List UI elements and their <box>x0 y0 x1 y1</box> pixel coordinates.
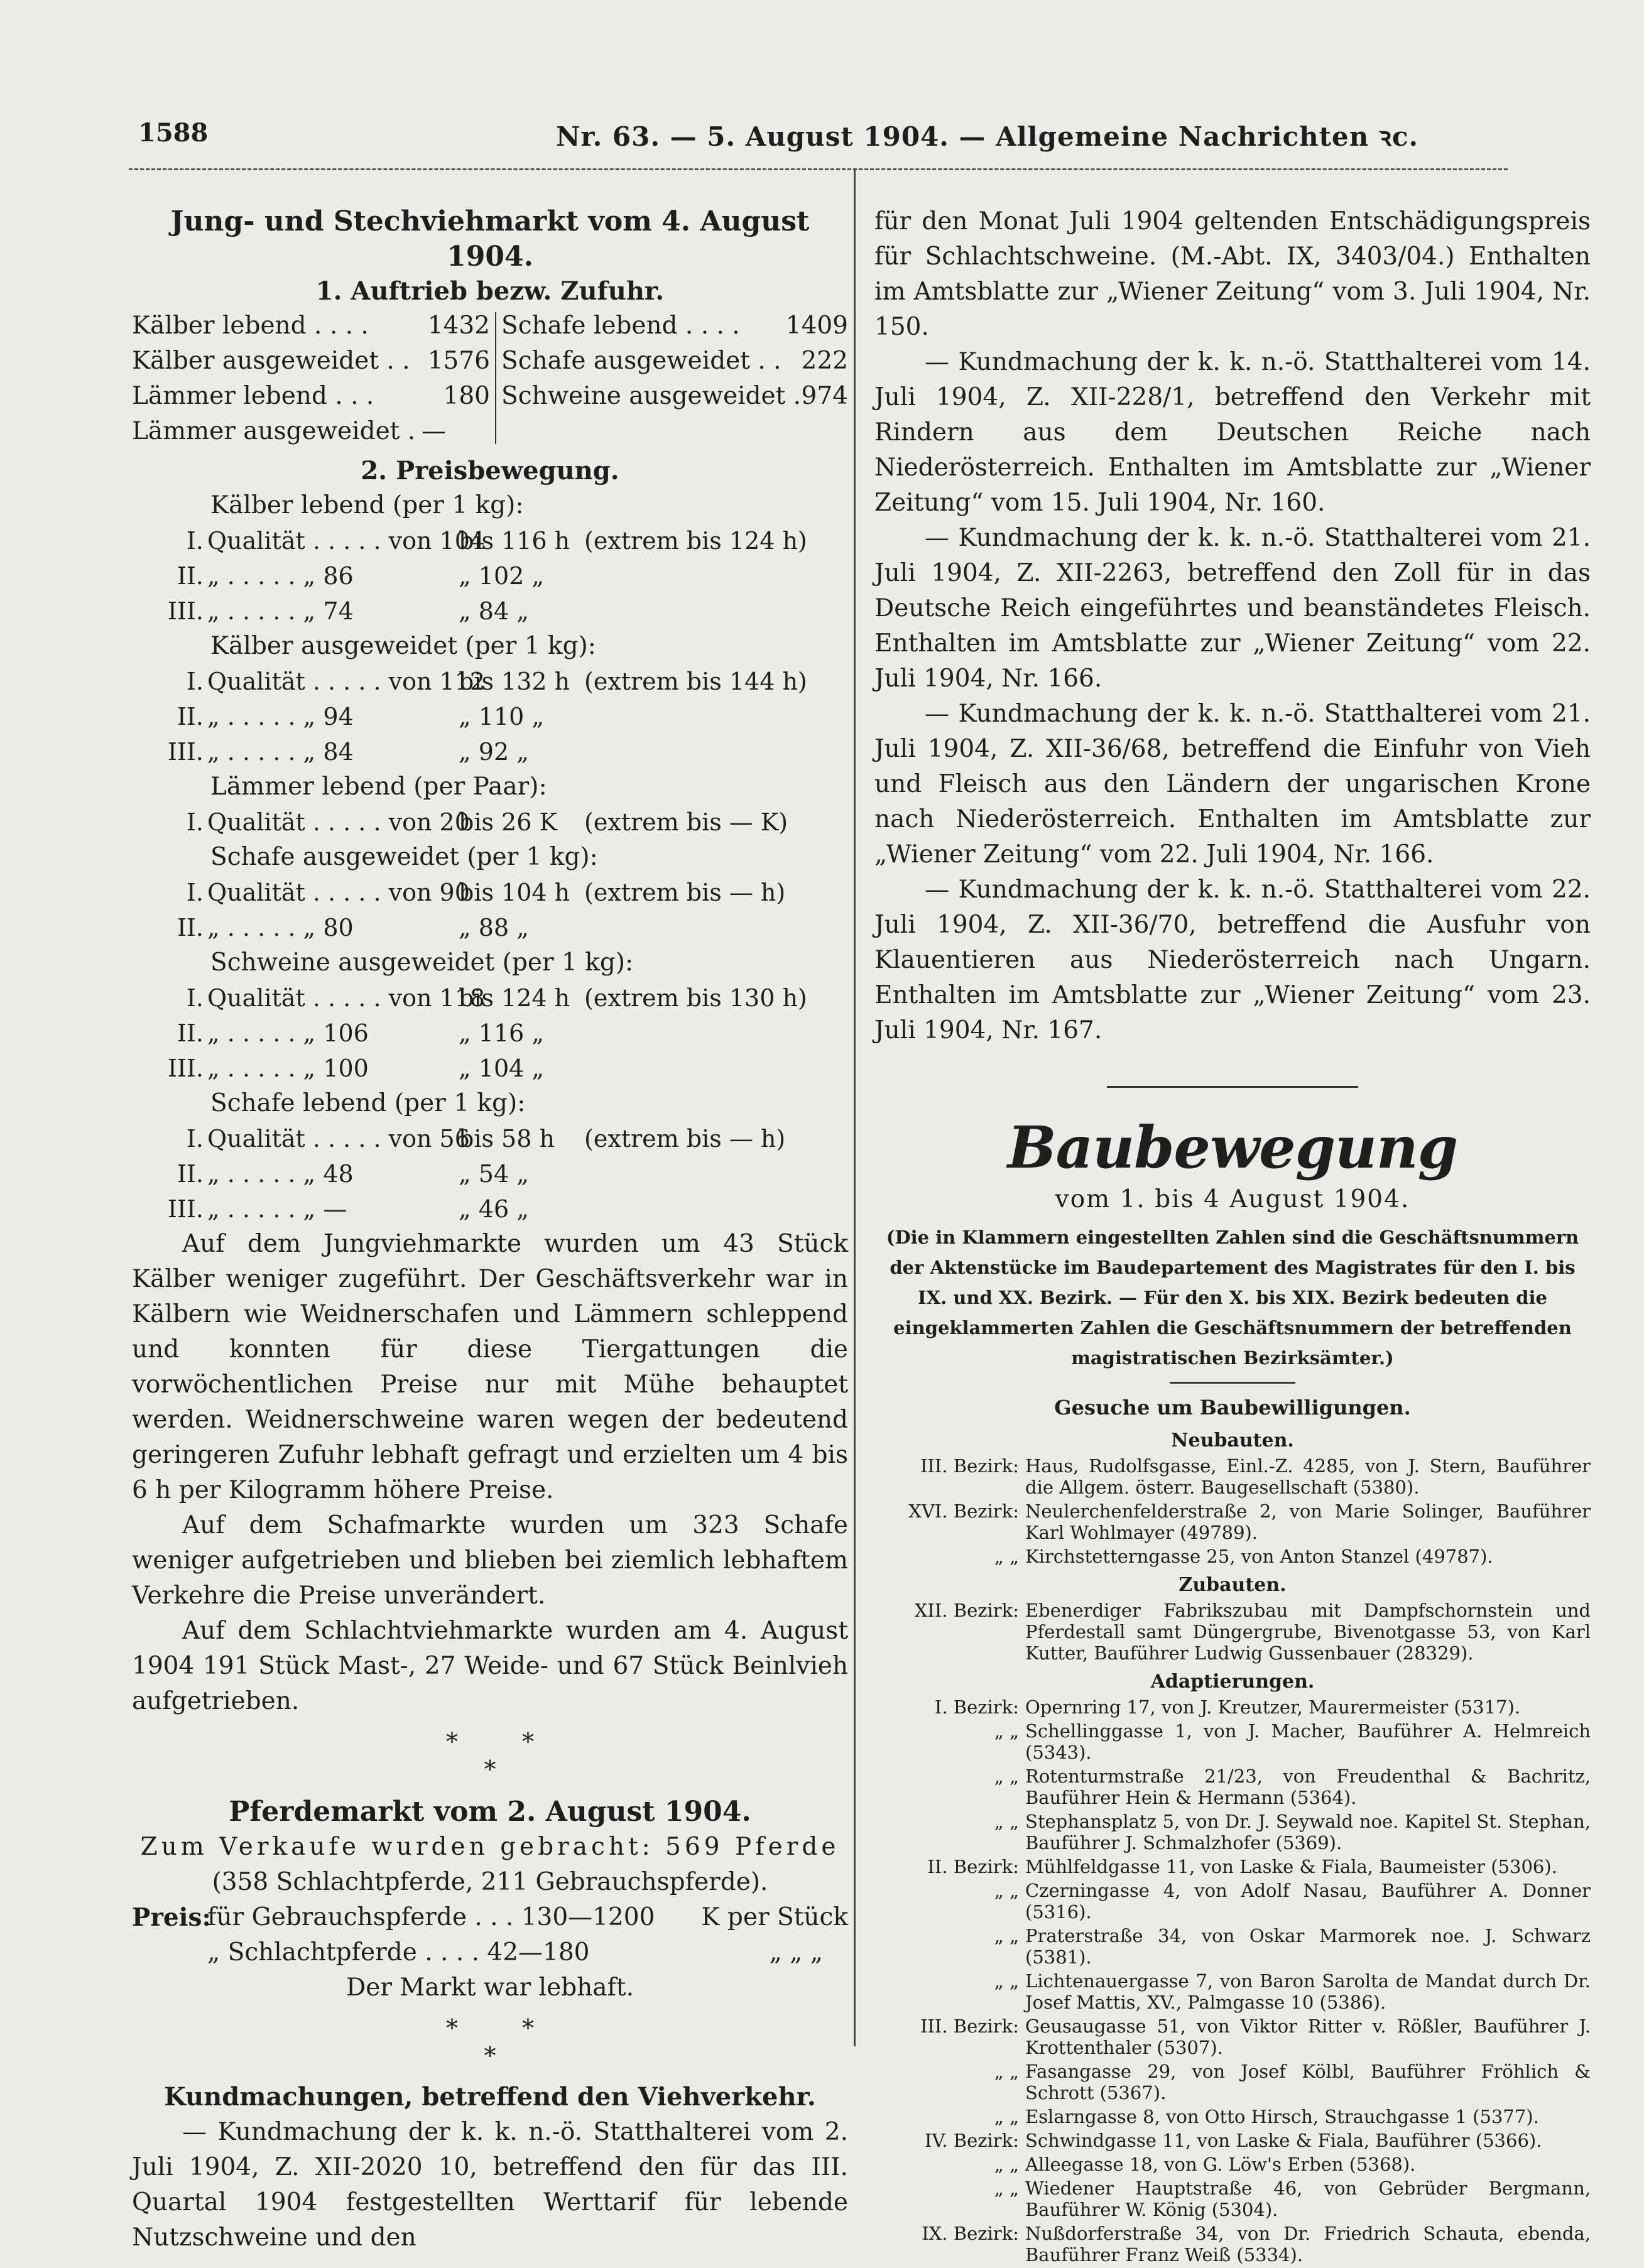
table-divider <box>495 312 496 444</box>
permit-entry: „ „ Alleegasse 18, von G. Löw's Erben (5368). <box>994 2154 1416 2175</box>
price-row: II. „ . . . . . „ 86 „ 102 „ <box>177 562 545 590</box>
price-group-title: Kälber lebend (per 1 kg): <box>210 491 524 519</box>
price-row: II. „ . . . . . „ 48 „ 54 „ <box>177 1160 529 1188</box>
permit-entry: „ „ Schellinggasse 1, von J. Macher, Bauführer A. Helmreich (5343). <box>994 1720 1591 1763</box>
section-rule <box>1170 1382 1295 1384</box>
permit-entry: „ „ Stephansplatz 5, von Dr. J. Seywald noe. Kapitel St. Stephan, Bauführer J. Schmalzhofer (5369). <box>994 1811 1591 1853</box>
price-row: II. „ . . . . . „ 94 „ 110 „ <box>177 703 545 730</box>
horse-title: Pferdemarkt vom 2. August 1904. <box>229 1796 751 1828</box>
paragraph: — Kundmachung der k. k. n.-ö. Statthalterei vom 21. Juli 1904, Z. XII-36/68, betreffend die Einfuhr von Vieh und Fleisch aus den Ländern der ungarischen Krone nach Niederösterreich. Enthalten im Amtsblatte zur „Wiener Zeitung“ vom 22. Juli 1904, Nr. 166. <box>874 700 1591 869</box>
adaptierungen-list <box>874 1696 1591 2265</box>
neubauten-heading: Neubauten. <box>1171 1430 1294 1451</box>
supply-left <box>132 308 490 449</box>
horse-line: Zum Verkaufe wurden gebracht: 569 Pferde <box>140 1833 840 1861</box>
zubauten-heading: Zubauten. <box>1179 1574 1287 1596</box>
permit-entry: „ „ Lichtenauergasse 7, von Baron Sarolta de Mandat durch Dr. Josef Mattis, XV., Palmgasse 10 (5386). <box>994 1970 1591 2013</box>
column-rule <box>854 168 856 2046</box>
permit-entry: IX. Bezirk: Nußdorferstraße 34, von Dr. Friedrich Schauta, ebenda, Bauführer Franz Weiß (5334). <box>922 2223 1591 2265</box>
price-row: III. „ . . . . . „ — „ 46 „ <box>167 1195 529 1223</box>
gesuche-heading: Gesuche um Baubewilligungen. <box>1054 1396 1411 1419</box>
price-heading: 2. Preisbewegung. <box>361 456 619 486</box>
permit-entry: III. Bezirk: Haus, Rudolfsgasse, Einl.-Z. 4285, von J. Stern, Bauführer die Allgem. österr. Baugesellschaft (5380). <box>920 1455 1591 1498</box>
supply-heading: 1. Auftrieb bezw. Zufuhr. <box>315 276 665 306</box>
page-number: 1588 <box>138 118 209 148</box>
supply-row: Kälber lebend . . . . 1432 <box>132 312 490 340</box>
permit-entry: II. Bezirk: Mühlfeldgasse 11, von Laske & Fiala, Baumeister (5306). <box>927 1856 1557 1877</box>
horse-line: (358 Schlachtpferde, 211 Gebrauchspferde). <box>212 1868 768 1896</box>
price-group-title: Kälber ausgeweidet (per 1 kg): <box>210 632 596 660</box>
header-rule <box>129 168 1508 170</box>
section-rule <box>1107 1086 1358 1088</box>
price-row: III. „ . . . . . „ 84 „ 92 „ <box>167 738 529 766</box>
permit-entry: „ „ Fasangasse 29, von Josef Kölbl, Bauführer Fröhlich & Schrott (5367). <box>994 2061 1591 2103</box>
permit-entry: „ „ Praterstraße 34, von Oskar Marmorek noe. J. Schwarz (5381). <box>994 1925 1591 1968</box>
permit-entry: XVI. Bezirk: Neulerchenfelderstraße 2, von Marie Solinger, Bauführer Karl Wohlmayer (49789). <box>908 1500 1591 1543</box>
supply-row: Kälber ausgeweidet . . 1576 <box>132 347 490 375</box>
supply-row: Schafe lebend . . . . 1409 <box>501 312 848 340</box>
permit-entry: „ „ Rotenturmstraße 21/23, von Freudenthal & Bachritz, Bauführer Hein & Hermann (5364). <box>994 1766 1591 1808</box>
supply-row: Schafe ausgeweidet . . 222 <box>501 347 848 375</box>
permit-entry: XII. Bezirk: Ebenerdiger Fabrikszubau mit Dampfschornstein und Pferdestall samt Düngergrube, Bivenotgasse 53, von Karl Kutter, Bauführer Ludwig Gussenbauer (28329). <box>914 1600 1591 1664</box>
permit-entry: „ „ Eslarngasse 8, von Otto Hirsch, Strauchgasse 1 (5377). <box>994 2106 1539 2127</box>
separator-stars: * * * <box>445 1728 535 1783</box>
kund-title: Kundmachungen, betreffend den Viehverkehr. <box>164 2082 816 2112</box>
adaptierungen-heading: Adaptierungen. <box>1150 1671 1315 1693</box>
price-row: II. „ . . . . . „ 80 „ 88 „ <box>177 914 529 941</box>
price-row: I. Qualität . . . . . von 56 bis 58 h (extrem bis — h) <box>186 1125 786 1153</box>
baubewegung-title: Baubewegung <box>1007 1114 1458 1181</box>
price-group-title: Schafe ausgeweidet (per 1 kg): <box>210 843 598 871</box>
zubauten-list <box>874 1600 1591 1664</box>
page-header <box>129 118 1511 156</box>
paragraph: Auf dem Jungviehmarkte wurden um 43 Stück Kälber weniger zugeführt. Der Geschäftsverkehr war in Kälbern wie Weidnerschafen und Lämmern schleppend und konnten für diese Tiergattungen die vorwöchentlichen Preise nur mit Mühe behauptet werden. Weidnerschweine waren wegen der bedeutend geringeren Zufuhr lebhaft gefragt und erzielten um 4 bis 6 h per Kilogramm höhere Preise. <box>132 1230 848 1504</box>
price-row: I. Qualität . . . . . von 104 bis 116 h (extrem bis 124 h) <box>186 527 807 555</box>
price-row: III. „ . . . . . „ 100 „ 104 „ <box>167 1055 545 1082</box>
supply-row: Lämmer lebend . . . 180 <box>132 382 490 410</box>
paragraph: — Kundmachung der k. k. n.-ö. Statthalterei vom 14. Juli 1904, Z. XII-228/1, betreffend den Verkehr mit Rindern aus dem Deutschen Reiche nach Niederösterreich. Enthalten im Amtsblatte zur „Wiener Zeitung“ vom 15. Juli 1904, Nr. 160. <box>874 348 1591 517</box>
supply-row: Schweine ausgeweidet . 974 <box>501 382 848 410</box>
neubauten-list <box>874 1455 1591 1567</box>
running-title: Nr. 63. — 5. August 1904. — Allgemeine Nachrichten ꝛc. <box>556 121 1419 152</box>
paragraph: für den Monat Juli 1904 geltenden Entschädigungspreis für Schlachtschweine. (M.-Abt. IX, 3403/04.) Enthalten im Amtsblatte zur „Wiener Zeitung“ vom 3. Juli 1904, Nr. 150. <box>874 207 1591 341</box>
permit-entry: „ „ Wiedener Hauptstraße 46, von Gebrüder Bergmann, Bauführer W. König (5304). <box>994 2178 1591 2220</box>
supply-right <box>501 308 848 414</box>
market-title: Jung- und Stechviehmarkt vom 4. August 1904. <box>170 205 810 273</box>
price-groups <box>151 488 848 1227</box>
permit-entry: I. Bezirk: Opernring 17, von J. Kreutzer, Maurermeister (5317). <box>934 1696 1521 1718</box>
paragraph: — Kundmachung der k. k. n.-ö. Statthalterei vom 22. Juli 1904, Z. XII-36/70, betreffend die Ausfuhr von Klauentieren aus Niederösterreich nach Ungarn. Enthalten im Amtsblatte zur „Wiener Zeitung“ vom 23. Juli 1904, Nr. 167. <box>874 876 1591 1044</box>
right-column <box>874 204 1591 2268</box>
paragraph: Auf dem Schafmarkte wurden um 323 Schafe weniger aufgetrieben und blieben bei ziemlich lebhaftem Verkehre die Preise unverändert. <box>132 1511 848 1610</box>
left-column <box>132 204 848 2255</box>
price-group-title: Schafe lebend (per 1 kg): <box>210 1089 526 1117</box>
price-row: I. Qualität . . . . . von 90 bis 104 h (extrem bis — h) <box>186 879 786 906</box>
paragraph: — Kundmachung der k. k. n.-ö. Statthalterei vom 2. Juli 1904, Z. XII-2020 10, betreffend den für das III. Quartal 1904 festgestellten Werttarif für lebende Nutzschweine und den <box>132 2118 848 2252</box>
price-row: I. Qualität . . . . . von 118 bis 124 h (extrem bis 130 h) <box>186 984 807 1012</box>
permit-entry: „ „ Czerningasse 4, von Adolf Nasau, Bauführer A. Donner (5316). <box>994 1880 1591 1923</box>
permit-entry: „ „ Kirchstetterngasse 25, von Anton Stanzel (49787). <box>994 1546 1493 1567</box>
market-note: Der Markt war lebhaft. <box>346 1973 634 2002</box>
supply-table <box>132 308 848 449</box>
price-row: I. Qualität . . . . . von 112 bis 132 h (extrem bis 144 h) <box>186 668 807 695</box>
baubewegung-note: (Die in Klammern eingestellten Zahlen sind die Geschäftsnummern der Aktenstücke im Baudepartement des Magistrates für den I. bis IX. und XX. Bezirk. — Für den X. bis XIX. Bezirk bedeuten die eingeklammerten Zahlen die Geschäftsnummern der betreffenden magistratischen Bezirksämter.) <box>886 1227 1579 1369</box>
price-row: II. „ . . . . . „ 106 „ 116 „ <box>177 1019 545 1047</box>
permit-entry: IV. Bezirk: Schwindgasse 11, von Laske & Fiala, Bauführer (5366). <box>925 2130 1542 2151</box>
price-group-title: Lämmer lebend (per Paar): <box>210 773 547 801</box>
price-group-title: Schweine ausgeweidet (per 1 kg): <box>210 948 634 977</box>
permit-entry: III. Bezirk: Geusaugasse 51, von Viktor Ritter v. Rößler, Bauführer J. Krottenthaler (5307). <box>920 2016 1591 2058</box>
supply-row: Lämmer ausgeweidet . — <box>132 417 446 445</box>
paragraph: Auf dem Schlachtviehmarkte wurden am 4. August 1904 191 Stück Mast-, 27 Weide- und 67 Stück Beinlvieh aufgetrieben. <box>132 1617 848 1715</box>
separator-stars: * * * <box>445 2014 535 2070</box>
price-row: I. Qualität . . . . . von 20 bis 26 K (extrem bis — K) <box>186 808 788 836</box>
price-row: III. „ . . . . . „ 74 „ 84 „ <box>167 597 529 625</box>
paragraph: — Kundmachung der k. k. n.-ö. Statthalterei vom 21. Juli 1904, Z. XII-2263, betreffend den Zoll für in das Deutsche Reich eingeführtes und beanständetes Fleisch. Enthalten im Amtsblatte zur „Wiener Zeitung“ vom 22. Juli 1904, Nr. 166. <box>874 524 1591 693</box>
horse-prices: Preis: für Gebrauchspferde . . . 130—1200 K per Stück „ Schlachtpferde . . . . 42—180 „ „ „ <box>132 1903 848 1967</box>
baubewegung-subtitle: vom 1. bis 4 August 1904. <box>1055 1185 1410 1213</box>
